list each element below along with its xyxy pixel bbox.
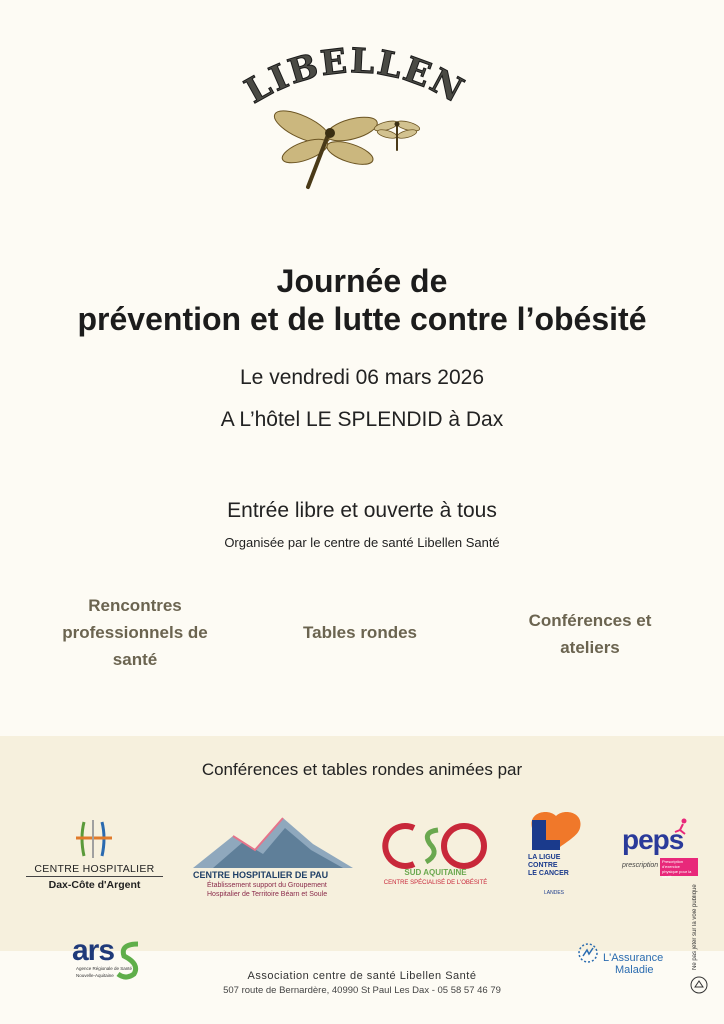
logo-cso (378, 820, 493, 900)
partners-heading: Conférences et tables rondes animées par (201, 760, 523, 779)
ligue-sub: LANDES (544, 890, 565, 896)
page-title-line2: prévention et de lutte contre l’obésité (77, 301, 647, 337)
footer-address: 507 route de Bernardère, 40990 St Paul Les Dax - 05 58 57 46 79 (223, 985, 501, 996)
ch-dax-sub: Dax-Côte d'Argent (48, 879, 141, 891)
ch-dax-icon (74, 818, 114, 860)
logo-peps (620, 818, 700, 893)
ligue-icon (526, 810, 586, 852)
logo-wordmark-text: LIBELLEN (238, 41, 472, 112)
side-note: Ne pas jeter sur la voie publique (692, 884, 698, 970)
peps-sub: prescription (622, 862, 659, 869)
ligue-line3: LE CANCER (528, 870, 569, 877)
assurance-line2: Maladie (615, 964, 654, 976)
feature-conferences: Conférences et ateliers (528, 611, 652, 657)
entry-info: Entrée libre et ouverte à tous (227, 499, 497, 522)
ch-pau-sub2: Hospitalier de Territoire Béarn et Soule (207, 891, 328, 898)
ch-pau-name: CENTRE HOSPITALIER DE PAU (193, 870, 329, 880)
cso-icon (378, 820, 493, 872)
ars-sub1: Agence Régionale de Santé (76, 966, 133, 971)
page-title-line1: Journée de (276, 263, 448, 299)
logo-ligue (526, 810, 586, 900)
organizer-info: Organisée par le centre de santé Libellen Santé (224, 535, 500, 550)
footer-org: Association centre de santé Libellen Santé (247, 970, 477, 982)
cso-sub: CENTRE SPÉCIALISÉ DE L'OBÉSITÉ (383, 880, 488, 886)
logo-ch-dax (22, 818, 167, 898)
feature-tables-rondes: Tables rondes (303, 623, 417, 642)
event-date: Le vendredi 06 mars 2026 (240, 366, 484, 389)
dragonfly-small-icon (372, 112, 422, 152)
assurance-maladie-icon (575, 942, 601, 964)
mountain-icon (193, 814, 353, 870)
recycle-icon (690, 976, 708, 994)
peps-tag: Prescription d'exercice physique pour la santé (660, 858, 698, 876)
logo-ch-pau (193, 814, 358, 904)
event-venue: A L’hôtel LE SPLENDID à Dax (220, 408, 504, 431)
runner-icon (672, 818, 692, 836)
peps-mark: peps (622, 824, 684, 855)
ch-dax-name: CENTRE HOSPITALIER (34, 863, 155, 875)
ligue-line2: CONTRE (528, 862, 558, 869)
ars-mark: ars (72, 934, 115, 967)
assurance-line1: L'Assurance (603, 952, 664, 964)
feature-rencontres: Rencontres professionnels de santé (62, 596, 208, 669)
cso-region: SUD AQUITAINE (404, 868, 467, 877)
ars-sub2: Nouvelle-Aquitaine (76, 973, 114, 978)
ch-pau-sub1: Établissement support du Groupement (207, 882, 327, 889)
ligue-line1: LA LIGUE (528, 854, 561, 861)
